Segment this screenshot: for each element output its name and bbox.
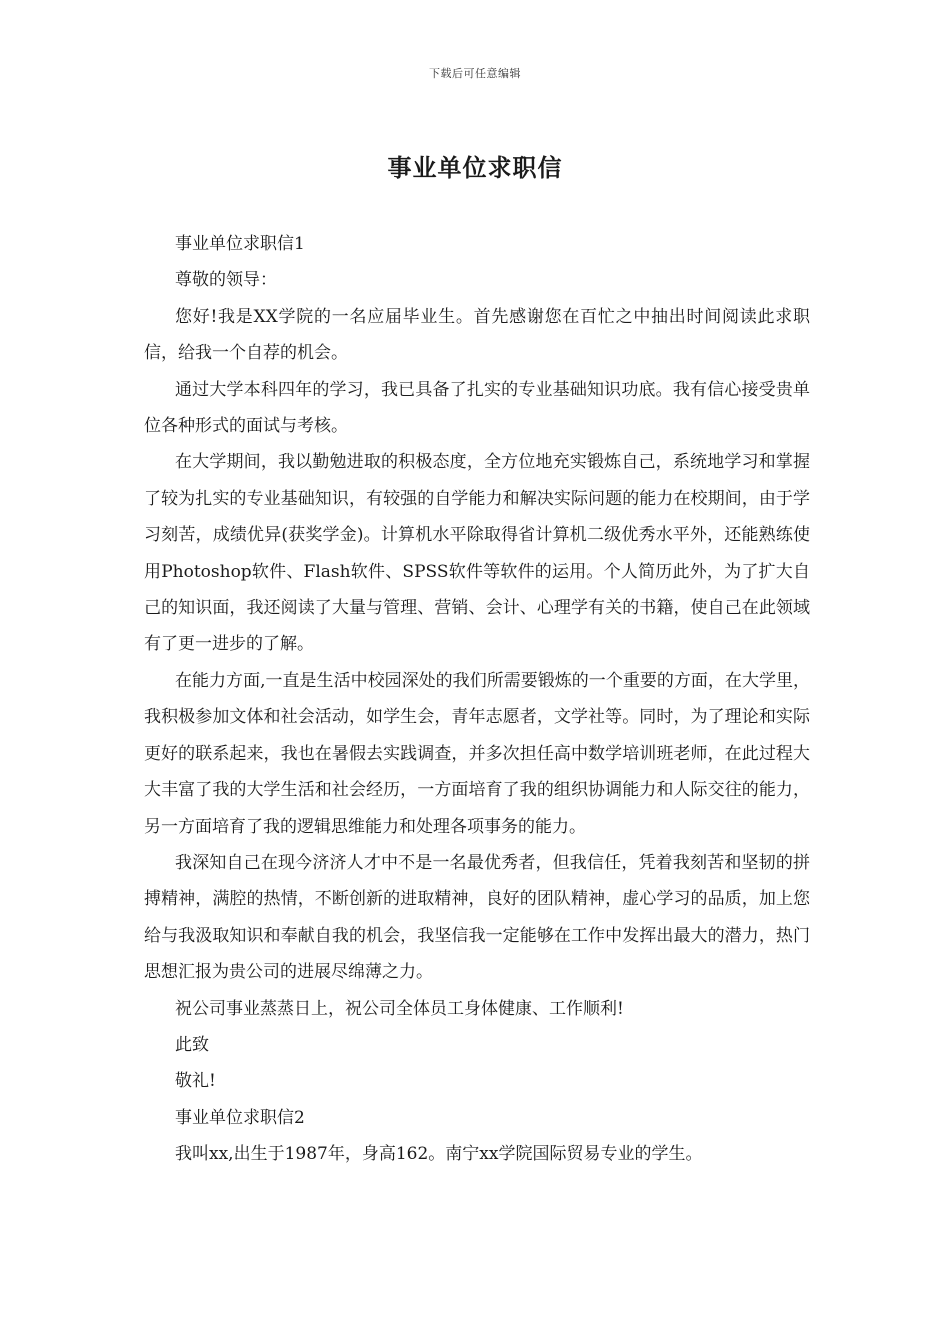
header-note: 下载后可任意编辑 (429, 67, 521, 80)
closing-line: 此致 (175, 1034, 209, 1055)
paragraph-university-study: 在大学期间，我以勤勉进取的积极态度，全方位地充实锻炼自己，系统地学习和掌握了较为扎实的专业基础知识，有较强的自学能力和解决实际问题的能力在校期间，由于学习刻苦，成绩优异(获奖学金)。计算机水平除取得省计算机二级优秀水平外，还能熟练使用Photoshop软件、Flash软件、SPSS软件等软件的运用。个人简历此外，为了扩大自己的知识面，我还阅读了大量与管理、营销、会计、心理学有关的书籍，使自己在此领域有了更一进步的了解。 (144, 452, 810, 655)
salutation: 尊敬的领导： (175, 270, 277, 291)
document-body (144, 226, 810, 1173)
paragraph-wishes: 祝公司事业蒸蒸日上，祝公司全体员工身体健康、工作顺利! (175, 998, 624, 1019)
paragraph-confidence: 我深知自己在现今济济人才中不是一名最优秀者，但我信任，凭着我刻苦和坚韧的拼搏精神，满腔的热情，不断创新的进取精神，良好的团队精神，虚心学习的品质，加上您给与我汲取知识和奉献自我的机会，我坚信我一定能够在工作中发挥出最大的潜力，热门思想汇报为贵公司的进展尽绵薄之力。 (144, 852, 810, 983)
document-title: 事业单位求职信 (387, 153, 563, 182)
section-heading-1: 事业单位求职信1 (175, 234, 305, 254)
closing-regards: 敬礼! (175, 1071, 216, 1092)
paragraph-greeting: 您好!我是XX学院的一名应届毕业生。首先感谢您在百忙之中抽出时间阅读此求职信，给我一个自荐的机会。 (144, 306, 810, 364)
paragraph-introduction: 我叫xx,出生于1987年，身高162。南宁xx学院国际贸易专业的学生。 (175, 1144, 703, 1165)
paragraph-abilities: 在能力方面,一直是生活中校园深处的我们所需要锻炼的一个重要的方面，在大学里，我积极参加文体和社会活动，如学生会，青年志愿者，文学社等。同时，为了理论和实际更好的联系起来，我也在暑假去实践调查，并多次担任高中数学培训班老师，在此过程大大丰富了我的大学生活和社会经历，一方面培育了我的组织协调能力和人际交往的能力，另一方面培育了我的逻辑思维能力和处理各项事务的能力。 (144, 670, 810, 837)
paragraph-education: 通过大学本科四年的学习，我已具备了扎实的专业基础知识功底。我有信心接受贵单位各种形式的面试与考核。 (144, 379, 810, 437)
section-heading-2: 事业单位求职信2 (175, 1107, 305, 1128)
